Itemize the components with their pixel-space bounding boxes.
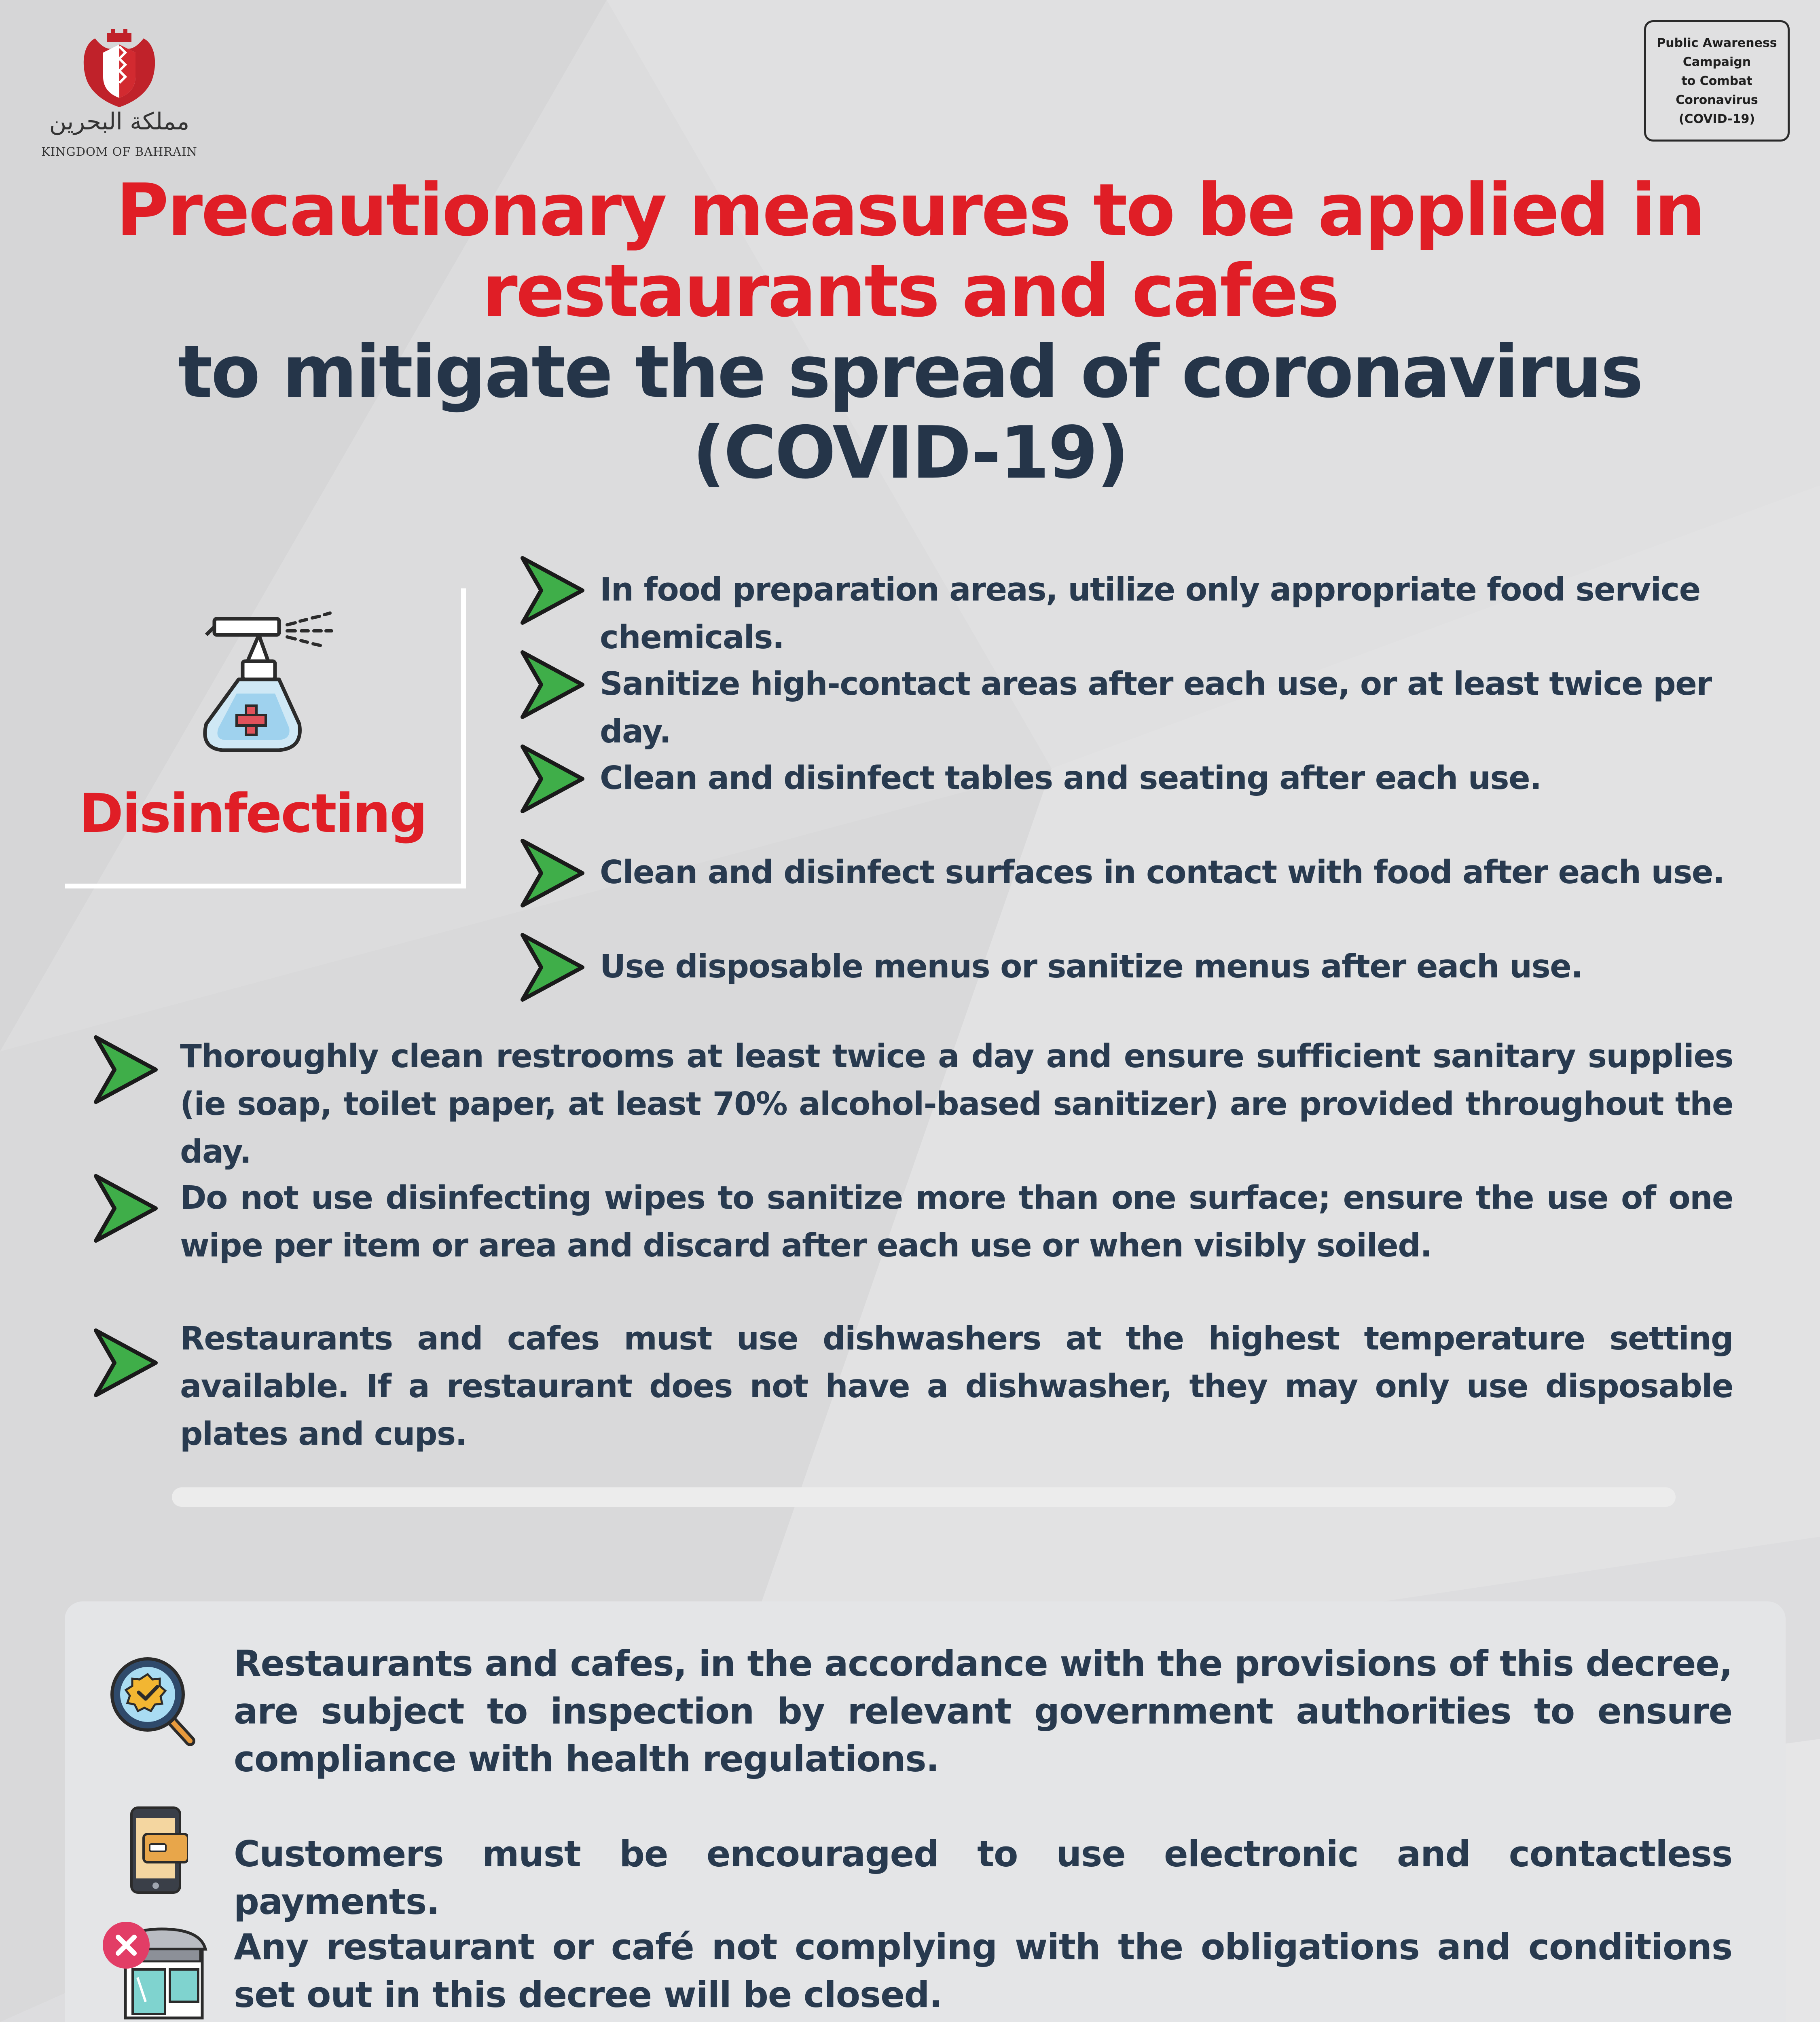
closed-shop-icon (101, 1921, 210, 2022)
campaign-line: Coronavirus (1676, 93, 1758, 107)
green-arrow-icon (91, 1326, 160, 1399)
campaign-badge (1644, 20, 1790, 142)
bottom-item: Restaurants and cafes, in the accordance with the provisions of this decree, are subject to inspection by relevant government authorities to ensure compliance with health regulations. (234, 1643, 1732, 1780)
disinfecting-item: Clean and disinfect tables and seating after each use. (600, 759, 1541, 797)
green-arrow-icon (518, 742, 586, 815)
disinfecting-label: Disinfecting (79, 783, 427, 845)
bottom-item: Any restaurant or café not complying with the obligations and conditions set out in this decree will be closed. (234, 1926, 1732, 2016)
green-arrow-icon (518, 554, 586, 627)
general-item: Do not use disinfecting wipes to sanitize more than one surface; ensure the use of one wipe per item or area and discard after each use or when visibly soiled. (180, 1179, 1733, 1264)
disinfecting-item: Sanitize high-contact areas after each use, or at least twice per day. (600, 665, 1712, 750)
page-title (61, 170, 1759, 493)
green-arrow-icon (518, 931, 586, 1004)
green-arrow-icon (518, 837, 586, 909)
green-arrow-icon (91, 1172, 160, 1245)
title-line-4: (COVID-19) (692, 411, 1128, 495)
logo-arabic-text: مملكة البحرين (49, 108, 190, 135)
general-item: Restaurants and cafes must use dishwashers at the highest temperature setting available. If a restaurant does not have a dishwasher, they may only use disposable plates and cups. (180, 1320, 1733, 1453)
disinfecting-item: Use disposable menus or sanitize menus after each use. (600, 948, 1583, 985)
mobile-payment-icon (127, 1806, 188, 1895)
general-item: Thoroughly clean restrooms at least twice a day and ensure sufficient sanitary supplies (ie soap, toilet paper, at least 70% alcohol-based sanitizer) are provided throughout the day. (180, 1038, 1733, 1170)
bottom-item: Customers must be encouraged to use electronic and contactless payments. (234, 1833, 1732, 1923)
spray-bottle-icon (198, 607, 336, 764)
campaign-line: Campaign (1682, 55, 1751, 69)
title-line-2: restaurants and cafes (482, 249, 1338, 333)
campaign-line: to Combat (1681, 74, 1752, 88)
section-divider (172, 1487, 1676, 1507)
disinfecting-item: Clean and disinfect surfaces in contact with food after each use. (600, 854, 1725, 891)
inspection-magnifier-icon (107, 1652, 200, 1749)
logo-caption: KINGDOM OF BAHRAIN (41, 145, 197, 159)
campaign-line: Public Awareness (1657, 36, 1777, 50)
title-line-1: Precautionary measures to be applied in (116, 168, 1704, 252)
coat-of-arms-icon (34, 28, 204, 109)
green-arrow-icon (518, 648, 586, 721)
campaign-line: (COVID-19) (1678, 112, 1755, 126)
kingdom-of-bahrain-logo (34, 28, 204, 158)
title-line-3: to mitigate the spread of coronavirus (178, 330, 1642, 414)
green-arrow-icon (91, 1033, 160, 1106)
disinfecting-item: In food preparation areas, utilize only appropriate food service chemicals. (600, 571, 1700, 656)
